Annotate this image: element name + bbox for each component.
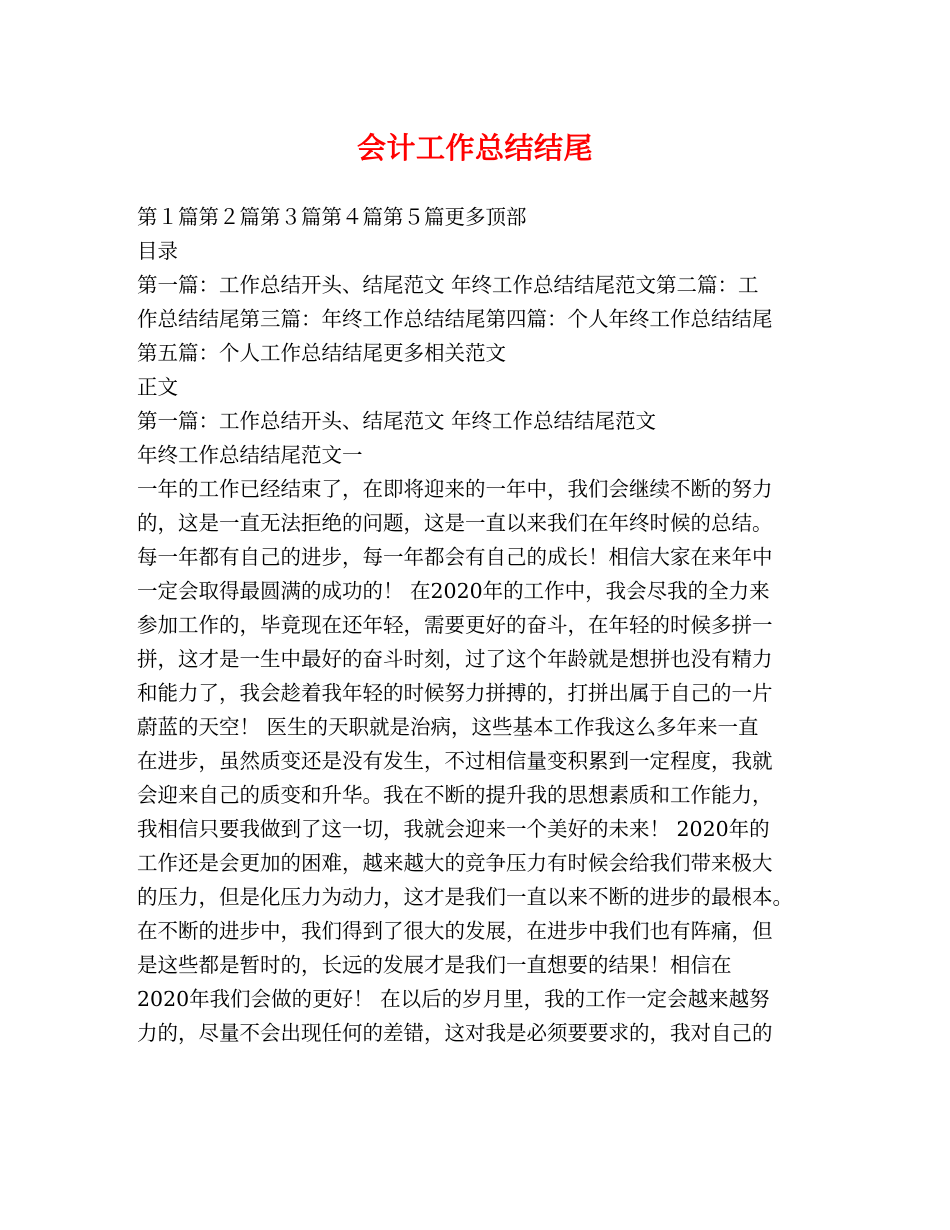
toc-line: 第五篇：个人工作总结结尾更多相关范文 (137, 341, 506, 365)
body-heading: 正文 (137, 375, 178, 399)
paragraph-line: 的压力，但是化压力为动力，这才是我们一直以来不断的进步的最根本。 (137, 885, 793, 909)
paragraph-line: 2020年我们会做的更好！ 在以后的岁月里，我的工作一定会越来越努 (137, 987, 770, 1011)
toc-line: 第一篇：工作总结开头、结尾范文 年终工作总结结尾范文第二篇：工 (137, 273, 759, 297)
section-heading: 第一篇：工作总结开头、结尾范文 年终工作总结结尾范文 (137, 409, 657, 433)
document-body (137, 200, 817, 1050)
paragraph-line: 会迎来自己的质变和升华。我在不断的提升我的思想素质和工作能力， (137, 783, 773, 807)
nav-line: 第１篇第２篇第３篇第４篇第５篇更多顶部 (137, 205, 527, 229)
paragraph-line: 工作还是会更加的困难，越来越大的竞争压力有时候会给我们带来极大 (137, 851, 773, 875)
paragraph-line: 一年的工作已经结束了，在即将迎来的一年中，我们会继续不断的努力 (137, 477, 773, 501)
paragraph-line: 每一年都有自己的进步，每一年都会有自己的成长！相信大家在来年中 (137, 545, 773, 569)
paragraph-line: 我相信只要我做到了这一切，我就会迎来一个美好的未来！ 2020年的 (137, 817, 770, 841)
paragraph-line: 是这些都是暂时的，长远的发展才是我们一直想要的结果！相信在 (137, 953, 732, 977)
paragraph-line: 和能力了，我会趁着我年轻的时候努力拼搏的，打拼出属于自己的一片 (137, 681, 773, 705)
toc-line: 作总结结尾第三篇：年终工作总结结尾第四篇：个人年终工作总结结尾 (137, 307, 773, 331)
document-title: 会计工作总结结尾 (356, 131, 593, 165)
paragraph-line: 在不断的进步中，我们得到了很大的发展，在进步中我们也有阵痛，但 (137, 919, 773, 943)
paragraph-line: 力的，尽量不会出现任何的差错，这对我是必须要要求的，我对自己的 (137, 1021, 773, 1045)
paragraph-line: 的，这是一直无法拒绝的问题，这是一直以来我们在年终时候的总结。 (137, 511, 773, 535)
paragraph-line: 蔚蓝的天空！ 医生的天职就是治病，这些基本工作我这么多年来一直 (137, 715, 759, 739)
toc-heading: 目录 (137, 239, 178, 263)
paragraph-line: 拼，这才是一生中最好的奋斗时刻，过了这个年龄就是想拼也没有精力 (137, 647, 773, 671)
paragraph-line: 在进步，虽然质变还是没有发生，不过相信量变积累到一定程度，我就 (137, 749, 773, 773)
subsection-heading: 年终工作总结结尾范文一 (137, 443, 363, 467)
paragraph-line: 参加工作的，毕竟现在还年轻，需要更好的奋斗，在年轻的时候多拼一 (137, 613, 773, 637)
paragraph-line: 一定会取得最圆满的成功的！ 在2020年的工作中，我会尽我的全力来 (137, 579, 770, 603)
